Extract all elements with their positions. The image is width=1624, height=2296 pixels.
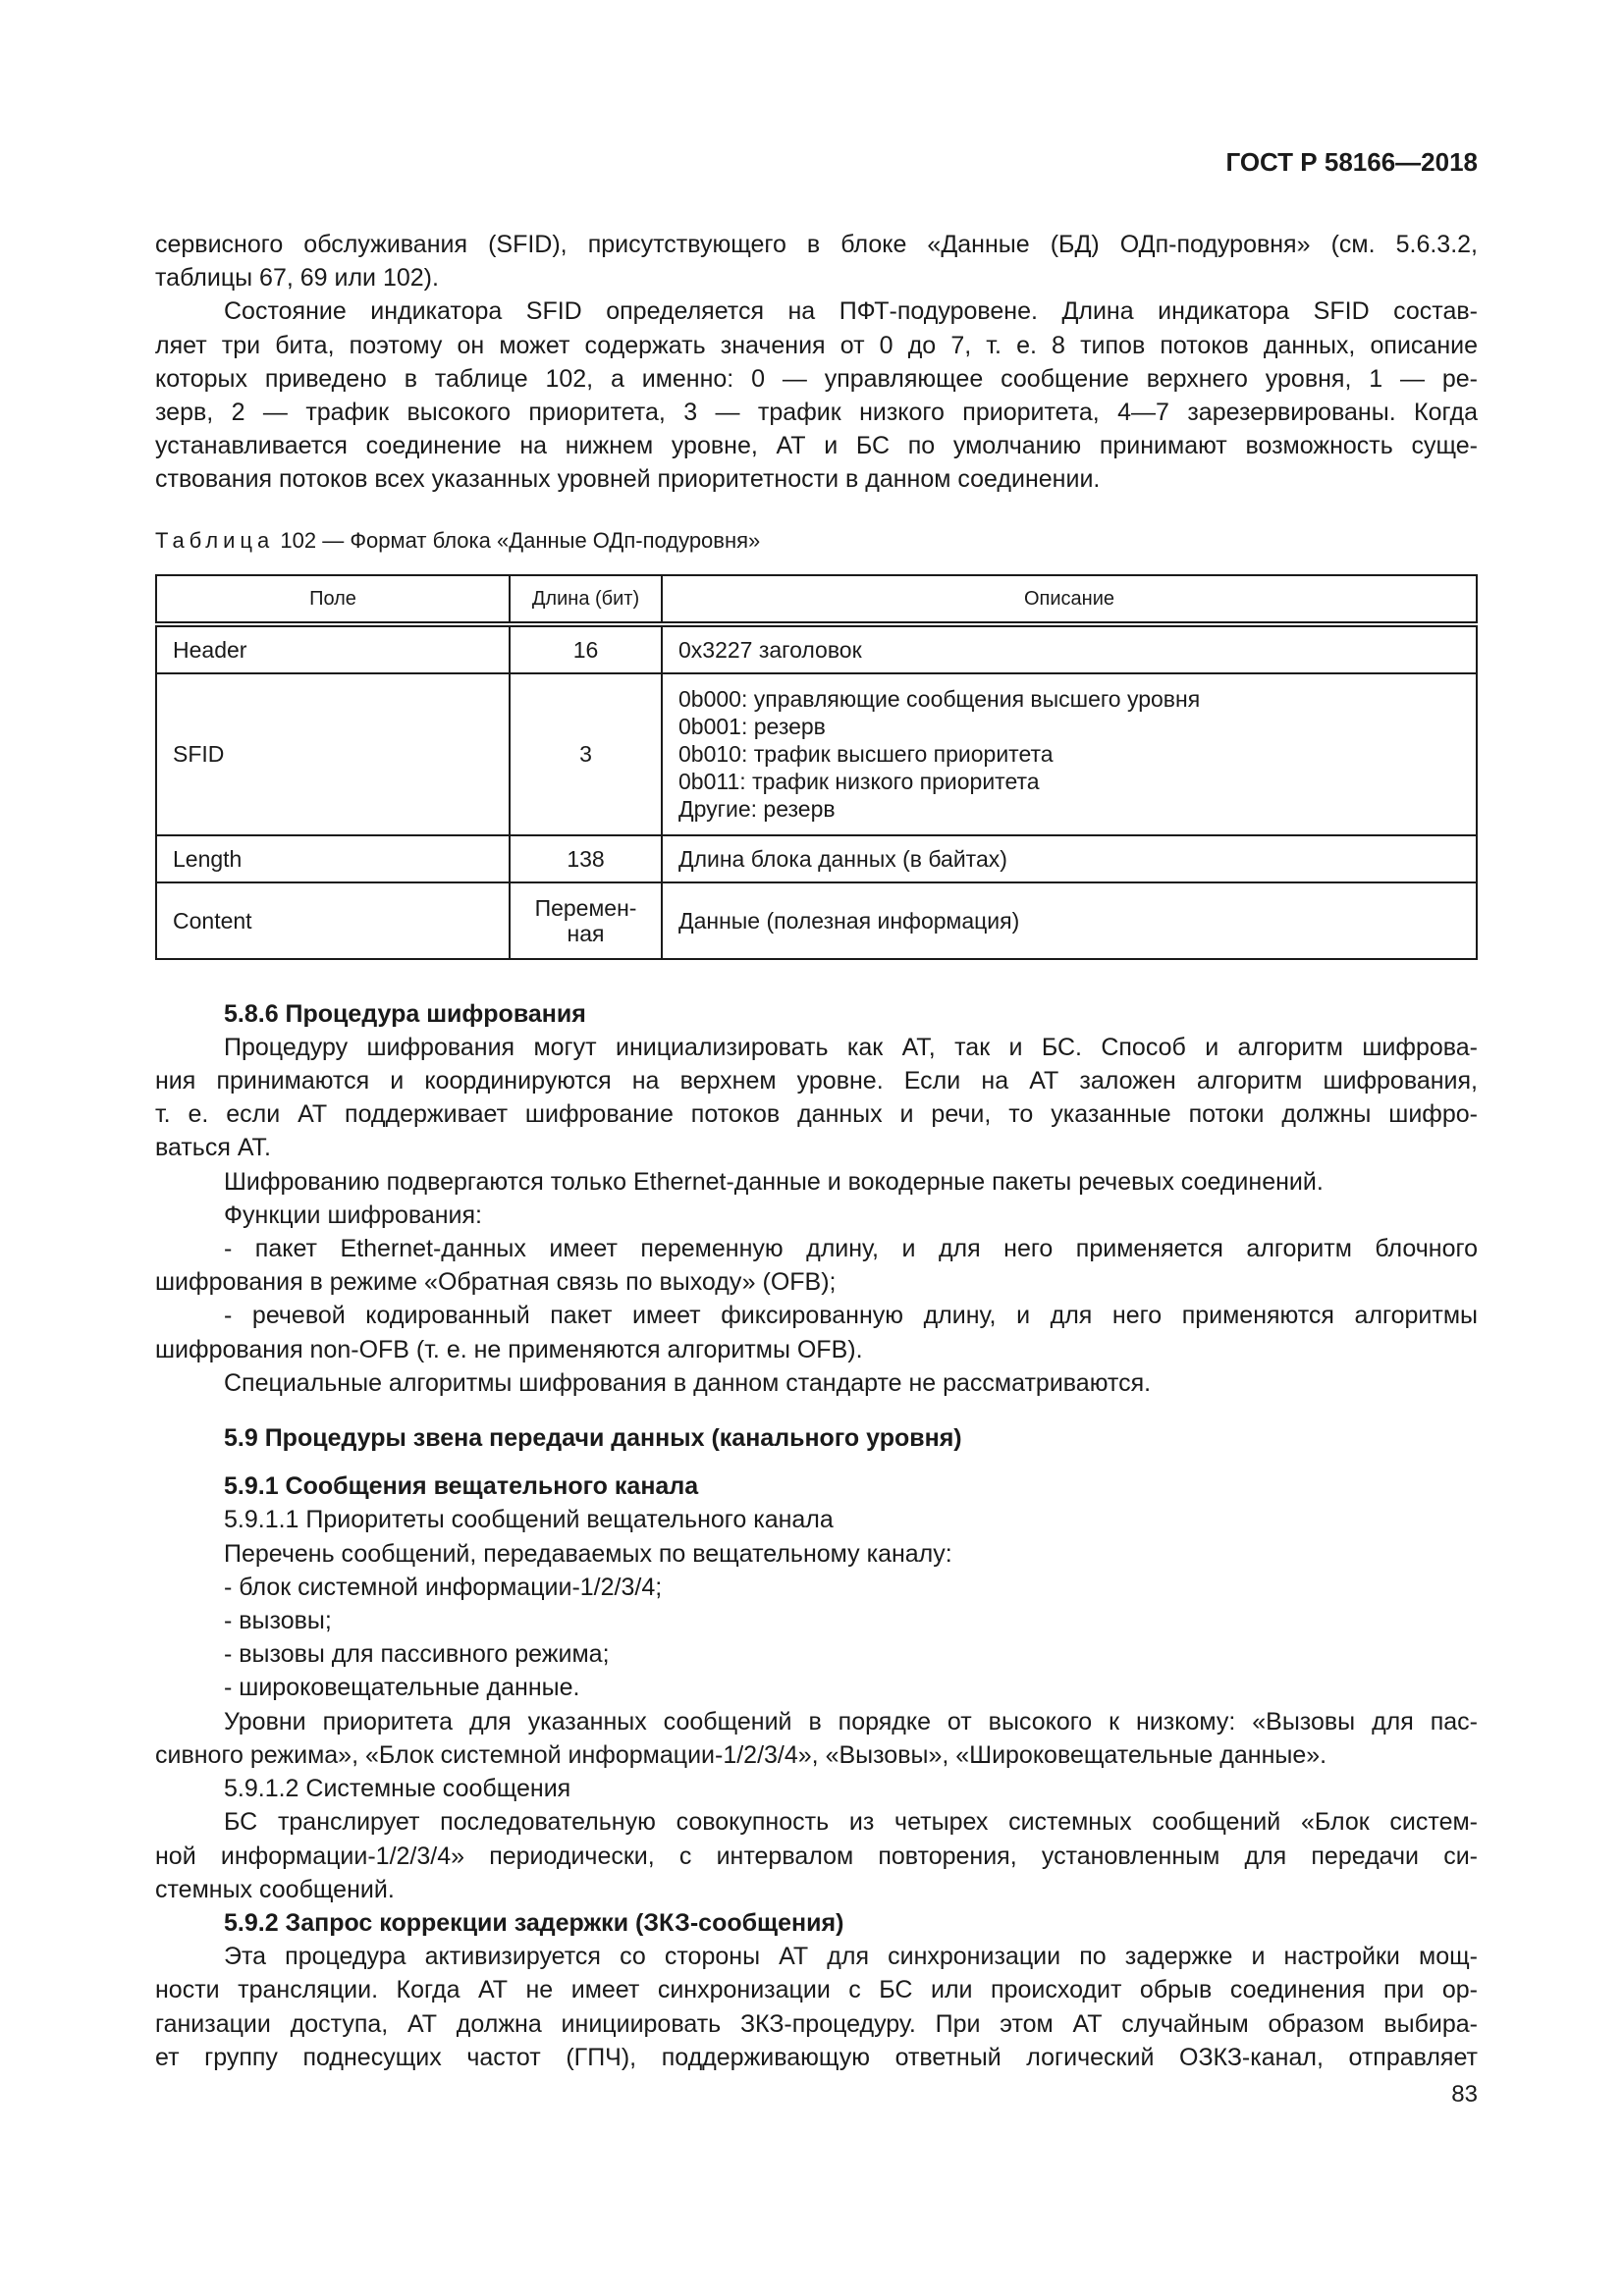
text-line: - блок системной информации-1/2/3/4; bbox=[224, 1573, 663, 1601]
paragraph bbox=[155, 1571, 1478, 1604]
text-line: Процедуру шифрования могут инициализировать как АТ, так и БС. Способ и алгоритм шифрова- bbox=[224, 1033, 1478, 1061]
section-heading bbox=[155, 997, 1478, 1031]
paragraph bbox=[155, 228, 1478, 294]
paragraph bbox=[155, 1199, 1478, 1232]
text-line: - широковещательные данные. bbox=[224, 1674, 580, 1702]
text-line: устанавливается соединение на нижнем уровне, АТ и БС по умолчанию принимают возможность суще- bbox=[155, 432, 1478, 460]
description-line: 0b010: трафик высшего приоритета bbox=[678, 741, 1054, 768]
table-header-row bbox=[156, 575, 1477, 624]
paragraph bbox=[155, 1604, 1478, 1637]
text-line: 5.9.2 Запрос коррекции задержки (ЗКЗ-сообщения) bbox=[224, 1908, 844, 1937]
text-line: 5.9 Процедуры звена передачи данных (канального уровня) bbox=[224, 1424, 962, 1453]
paragraph bbox=[155, 1366, 1478, 1400]
text-line: Перечень сообщений, передаваемых по вещательному каналу: bbox=[224, 1539, 952, 1568]
text-line: стемных сообщений. bbox=[155, 1875, 395, 1903]
text-line: ганизации доступа, АТ должна инициировать ЗКЗ-процедуру. При этом АТ случайным образом выбира- bbox=[155, 2009, 1478, 2038]
cell-description bbox=[662, 882, 1477, 959]
cell-length bbox=[510, 673, 662, 835]
paragraph bbox=[155, 1705, 1478, 1772]
description-line: Данные (полезная информация) bbox=[678, 907, 1020, 934]
sections bbox=[155, 997, 1478, 2074]
paragraph bbox=[155, 1165, 1478, 1199]
section-heading bbox=[155, 1906, 1478, 1940]
text-line: сивного режима», «Блок системной информации-1/2/3/4», «Вызовы», «Широковещательные данные». bbox=[155, 1740, 1327, 1769]
text-line: зерв, 2 — трафик высокого приоритета, 3 — трафик низкого приоритета, 4—7 зарезервированы. Когда bbox=[155, 399, 1478, 427]
cell-description bbox=[662, 673, 1477, 835]
description-line: Другие: резерв bbox=[678, 796, 836, 823]
table-caption bbox=[155, 524, 1478, 558]
text-line: - пакет Ethernet-данных имеет переменную длину, и для него применяется алгоритм блочного bbox=[224, 1235, 1478, 1263]
column-header-length: Длина (бит) bbox=[510, 575, 662, 624]
table-row bbox=[156, 835, 1477, 882]
column-header-description: Описание bbox=[662, 575, 1477, 624]
text-line: ния принимаются и координируются на верхнем уровне. Если на АТ заложен алгоритм шифрования, bbox=[155, 1067, 1478, 1095]
text-line: ет группу поднесущих частот (ГПЧ), поддерживающую ответный логический ОЗКЗ-канал, отправляет bbox=[155, 2043, 1478, 2071]
cell-length-line: 3 bbox=[579, 741, 592, 768]
paragraph bbox=[155, 1537, 1478, 1571]
cell-description bbox=[662, 835, 1477, 882]
description-line: 0b001: резерв bbox=[678, 714, 826, 740]
section-heading bbox=[155, 1469, 1478, 1503]
text-line: ваться АТ. bbox=[155, 1134, 271, 1162]
text-line: сервисного обслуживания (SFID), присутствующего в блоке «Данные (БД) ОДп-подуровня» (см. 5.6.3.2, bbox=[155, 231, 1478, 258]
text-line: ствования потоков всех указанных уровней приоритетности в данном соединении. bbox=[155, 465, 1101, 494]
text-line: ной информации-1/2/3/4» периодически, с интервалом повторения, установленным для передачи си- bbox=[155, 1842, 1478, 1870]
text-line: - речевой кодированный пакет имеет фиксированную длину, и для него применяются алгоритмы bbox=[224, 1302, 1478, 1330]
text-line: Уровни приоритета для указанных сообщений в порядке от высокого к низкому: «Вызовы для пас- bbox=[224, 1707, 1478, 1735]
page-body bbox=[155, 228, 1478, 2111]
text-line: шифрования в режиме «Обратная связь по выходу» (OFB); bbox=[155, 1268, 837, 1297]
table-row bbox=[156, 624, 1477, 673]
text-line: которых приведено в таблице 102, а именно: 0 — управляющее сообщение верхнего уровня, 1 — ре- bbox=[155, 364, 1478, 393]
paragraph bbox=[155, 1232, 1478, 1299]
cell-length-line: 138 bbox=[567, 845, 605, 872]
section-heading bbox=[155, 1421, 1478, 1455]
cell-length-line: ная bbox=[567, 920, 605, 946]
paragraph bbox=[155, 1671, 1478, 1704]
paragraph bbox=[155, 1299, 1478, 1365]
paragraph bbox=[155, 1637, 1478, 1671]
text-line: шифрования non-OFB (т. е. не применяются алгоритмы OFB). bbox=[155, 1335, 863, 1363]
cell-field: Header bbox=[156, 624, 510, 673]
text-line: 5.9.1 Сообщения вещательного канала bbox=[224, 1472, 699, 1501]
description-line: 0b011: трафик низкого приоритета bbox=[678, 769, 1040, 795]
text-line: Функции шифрования: bbox=[224, 1201, 483, 1229]
text-line: БС транслирует последовательную совокупность из четырех системных сообщений «Блок систем- bbox=[224, 1808, 1478, 1837]
document-id: ГОСТ Р 58166—2018 bbox=[1225, 147, 1478, 177]
data-table bbox=[155, 574, 1478, 960]
paragraph bbox=[155, 1772, 1478, 1805]
text-line: Специальные алгоритмы шифрования в данном стандарте не рассматриваются. bbox=[224, 1368, 1152, 1397]
cell-field: Length bbox=[156, 835, 510, 882]
table-row bbox=[156, 882, 1477, 959]
text-line: 5.9.1.2 Системные сообщения bbox=[224, 1775, 571, 1803]
cell-length-line: Перемен- bbox=[534, 894, 637, 921]
paragraph bbox=[155, 1940, 1478, 2074]
description-line: Длина блока данных (в байтах) bbox=[678, 845, 1007, 872]
cell-length bbox=[510, 882, 662, 959]
text-line: 5.9.1.1 Приоритеты сообщений вещательного канала bbox=[224, 1506, 834, 1534]
text-line: Состояние индикатора SFID определяется на ПФТ-подуровене. Длина индикатора SFID состав- bbox=[224, 297, 1478, 326]
text-line: 5.8.6 Процедура шифрования bbox=[224, 999, 586, 1028]
text-line: ности трансляции. Когда АТ не имеет синхронизации с БС или происходит обрыв соединения при ор- bbox=[155, 1976, 1478, 2004]
cell-field: SFID bbox=[156, 673, 510, 835]
paragraph bbox=[155, 294, 1478, 496]
text-line: Эта процедура активизируется со стороны АТ для синхронизации по задержке и настройки мощ- bbox=[224, 1943, 1478, 1971]
column-header-field: Поле bbox=[156, 575, 510, 624]
description-line: 0b000: управляющие сообщения высшего уровня bbox=[678, 686, 1201, 713]
table-row bbox=[156, 673, 1477, 835]
text-line: - вызовы для пассивного режима; bbox=[224, 1640, 610, 1669]
intro-text bbox=[155, 228, 1478, 497]
text-line: - вызовы; bbox=[224, 1607, 332, 1635]
text-line: таблицы 67, 69 или 102). bbox=[155, 264, 439, 293]
text-line: Шифрованию подвергаются только Ethernet-данные и вокодерные пакеты речевых соединений. bbox=[224, 1167, 1324, 1196]
table-caption-text: 102 — Формат блока «Данные ОДп-подуровня» bbox=[280, 527, 761, 553]
paragraph bbox=[155, 1031, 1478, 1165]
paragraph bbox=[155, 1805, 1478, 1906]
cell-length-line: 16 bbox=[572, 636, 599, 663]
cell-length bbox=[510, 835, 662, 882]
cell-field: Content bbox=[156, 882, 510, 959]
paragraph bbox=[155, 1503, 1478, 1536]
text-line: т. е. если АТ поддерживает шифрование потоков данных и речи, то указанные потоки должны шифро- bbox=[155, 1100, 1478, 1129]
text-line: ляет три бита, поэтому он может содержать значения от 0 до 7, т. е. 8 типов потоков данных, описание bbox=[155, 331, 1478, 359]
page-number: 83 bbox=[1451, 2080, 1478, 2108]
cell-length bbox=[510, 624, 662, 673]
cell-description bbox=[662, 624, 1477, 673]
description-line: 0x3227 заголовок bbox=[678, 636, 862, 663]
table-caption-prefix: Таблица bbox=[155, 527, 275, 553]
